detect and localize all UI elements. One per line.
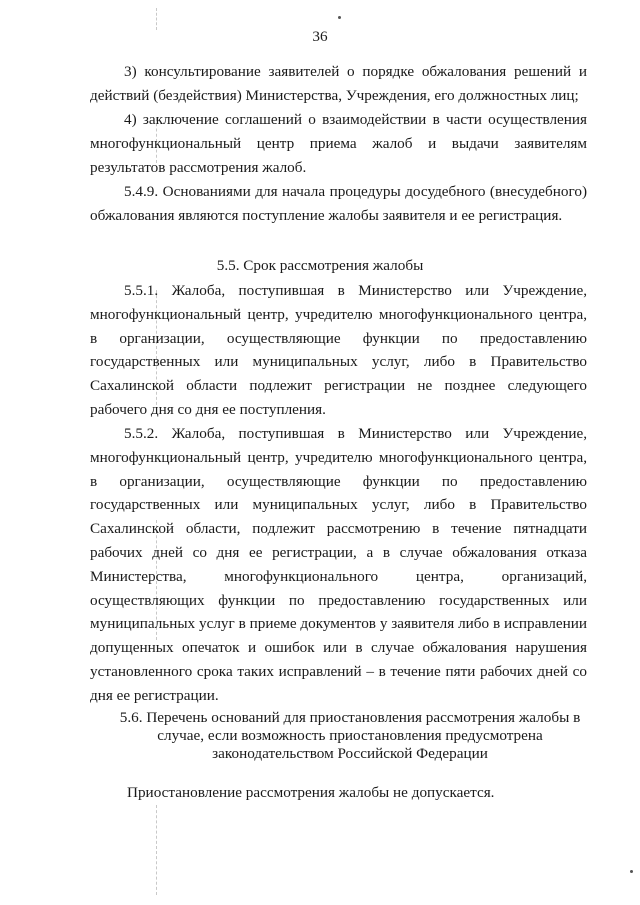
page-number: 36	[312, 28, 328, 45]
scan-artifact-dot	[338, 16, 341, 19]
closing-statement: Приостановление рассмотрения жалобы не допускается.	[127, 784, 495, 801]
paragraph-item-3: 3) консультирование заявителей о порядке обжалования решений и действий (бездействия) Министерства, Учреждения, его должностных лиц;	[90, 63, 587, 104]
section-heading-5-6-line: 5.6. Перечень оснований для приостановления рассмотрения жалобы в	[119, 709, 581, 726]
section-heading-5-6	[110, 709, 590, 762]
scan-artifact-line	[156, 805, 157, 895]
paragraph-item-4: 4) заключение соглашений о взаимодействии в части осуществления многофункциональный центр приема жалоб и выдачи заявителям результатов рассмотрения жалоб.	[90, 111, 587, 176]
section-heading-5-6-line: законодательством Российской Федерации	[212, 744, 488, 762]
section-heading-5-5: 5.5. Срок рассмотрения жалобы	[216, 257, 424, 274]
paragraph-5-5-2: 5.5.2. Жалоба, поступившая в Министерство или Учреждение, многофункциональный центр, учредителю многофункционального центра, в организации, осуществляющие функции по предоставлению государственных или муниципальных услуг, либо в Правительство Сахалинской области, подлежит рассмотрению в течение пятнадцати рабочих дней со дня ее регистрации, а в случае обжалования отказа Министерства, многофункционального центра, организаций, осуществляющих функции по предоставлению государственных или муниципальных услуг в приеме документов у заявителя либо в исправлении допущенных опечаток и ошибок или в случае обжалования нарушения установленного срока таких исправлений – в течение пяти рабочих дней со дня ее регистрации.	[90, 425, 587, 704]
paragraph-5-4-9: 5.4.9. Основаниями для начала процедуры досудебного (внесудебного) обжалования являются поступление жалобы заявителя и ее регистрация.	[90, 183, 587, 224]
scan-artifact-dot	[630, 870, 633, 873]
section-heading-5-6-line: случае, если возможность приостановления предусмотрена	[157, 726, 543, 744]
scan-artifact-line	[156, 8, 157, 30]
paragraph-5-5-1: 5.5.1. Жалоба, поступившая в Министерство или Учреждение, многофункциональный центр, учредителю многофункционального центра, в организации, осуществляющие функции по предоставлению государственных или муниципальных услуг, либо в Правительство Сахалинской области подлежит регистрации не позднее следующего рабочего дня со дня ее поступления.	[90, 282, 587, 418]
